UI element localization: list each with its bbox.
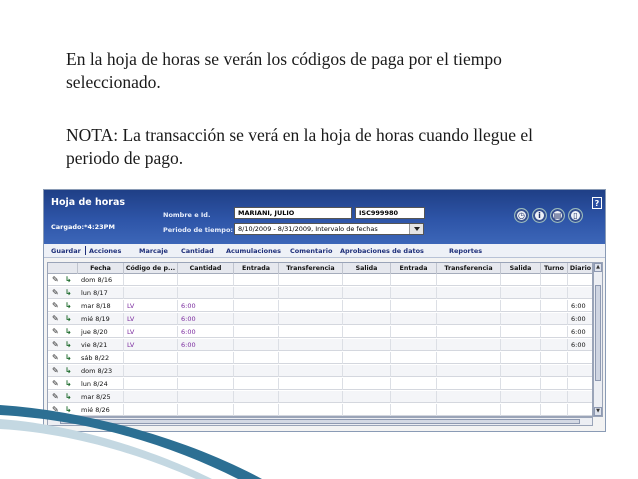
help-icon[interactable]: ? (592, 197, 602, 209)
menu-guardar[interactable]: Guardar (51, 247, 81, 255)
table-cell[interactable] (391, 365, 437, 377)
intro-paragraph: En la hoja de horas se verán los códigos de paga por el tiempo seleccionado. (66, 49, 502, 92)
table-cell[interactable] (343, 300, 391, 312)
clock-icon[interactable]: ◷ (514, 208, 529, 223)
table-cell[interactable] (501, 300, 541, 312)
edit-pencil-icon[interactable]: ✎ (52, 353, 59, 362)
edit-pencil-icon[interactable]: ✎ (52, 327, 59, 336)
table-cell[interactable] (279, 378, 343, 390)
table-row[interactable] (48, 287, 592, 299)
table-cell[interactable] (501, 274, 541, 286)
cell-daily[interactable] (568, 287, 593, 299)
column-transferencia-2[interactable]: Transferencia (437, 263, 501, 274)
insert-row-icon[interactable]: ↳ (65, 392, 72, 401)
cell-code[interactable] (124, 274, 178, 286)
cell-daily[interactable]: 6:00 (568, 313, 593, 325)
scroll-up-icon[interactable]: ▲ (594, 263, 602, 272)
table-cell[interactable] (391, 339, 437, 351)
table-cell[interactable] (541, 274, 568, 286)
cell-amount[interactable]: 6:00 (178, 300, 234, 312)
table-cell[interactable] (437, 352, 501, 364)
menu-separator (85, 246, 86, 255)
table-cell[interactable] (343, 326, 391, 338)
table-cell[interactable] (234, 365, 279, 377)
cell-amount[interactable]: 6:00 (178, 339, 234, 351)
menu-comentario[interactable]: Comentario (290, 247, 333, 255)
table-cell[interactable] (343, 365, 391, 377)
menu-cantidad[interactable]: Cantidad (181, 247, 214, 255)
edit-pencil-icon[interactable]: ✎ (52, 405, 59, 414)
insert-row-icon[interactable]: ↳ (65, 405, 72, 414)
cell-date[interactable]: mar 8/25 (78, 391, 124, 403)
table-cell[interactable] (343, 378, 391, 390)
cell-code[interactable] (124, 352, 178, 364)
name-label: Nombre e Id. (163, 211, 211, 219)
insert-row-icon[interactable]: ↳ (65, 275, 72, 284)
column-entrada-2[interactable]: Entrada (391, 263, 437, 274)
edit-pencil-icon[interactable]: ✎ (52, 366, 59, 375)
action-menubar (44, 244, 605, 258)
column-codigo[interactable]: Código de p... (124, 263, 178, 274)
table-cell[interactable] (541, 313, 568, 325)
info-icon[interactable]: i (532, 208, 547, 223)
table-cell[interactable] (437, 300, 501, 312)
insert-row-icon[interactable]: ↳ (65, 314, 72, 323)
table-cell[interactable] (437, 365, 501, 377)
table-cell[interactable] (541, 365, 568, 377)
cell-date[interactable]: lun 8/17 (78, 287, 124, 299)
table-cell[interactable] (541, 339, 568, 351)
employee-name-field[interactable]: MARIANI, JULIO (234, 207, 352, 219)
edit-pencil-icon[interactable]: ✎ (52, 392, 59, 401)
table-row[interactable] (48, 300, 592, 312)
table-cell[interactable] (279, 339, 343, 351)
table-cell[interactable] (391, 326, 437, 338)
timesheet-header (44, 190, 605, 244)
table-cell[interactable] (234, 300, 279, 312)
employee-id-field[interactable]: ISC999980 (355, 207, 425, 219)
decorative-swoosh (0, 392, 638, 479)
table-cell[interactable] (234, 287, 279, 299)
table-cell[interactable] (541, 378, 568, 390)
table-row[interactable] (48, 339, 592, 351)
timesheet-grid (47, 262, 593, 417)
cell-date[interactable]: mar 8/18 (78, 300, 124, 312)
cell-date[interactable]: dom 8/23 (78, 365, 124, 377)
edit-pencil-icon[interactable]: ✎ (52, 275, 59, 284)
cell-code[interactable]: LV (124, 313, 178, 325)
cell-amount[interactable] (178, 287, 234, 299)
table-cell[interactable] (343, 274, 391, 286)
table-cell[interactable] (391, 378, 437, 390)
table-cell[interactable] (501, 287, 541, 299)
cell-amount[interactable] (178, 365, 234, 377)
edit-pencil-icon[interactable]: ✎ (52, 379, 59, 388)
edit-pencil-icon[interactable]: ✎ (52, 340, 59, 349)
table-row[interactable] (48, 378, 592, 390)
table-cell[interactable] (391, 274, 437, 286)
table-cell[interactable] (501, 365, 541, 377)
column-fecha[interactable]: Fecha (78, 263, 124, 274)
cell-date[interactable]: mié 8/26 (78, 404, 124, 416)
table-cell[interactable] (279, 365, 343, 377)
table-cell[interactable] (437, 274, 501, 286)
cell-daily[interactable] (568, 378, 593, 390)
table-cell[interactable] (501, 352, 541, 364)
table-cell[interactable] (501, 339, 541, 351)
vertical-scroll-thumb[interactable] (595, 285, 601, 381)
table-cell[interactable] (234, 378, 279, 390)
menu-reportes[interactable]: Reportes (449, 247, 483, 255)
table-cell[interactable] (391, 352, 437, 364)
table-cell[interactable] (279, 313, 343, 325)
table-cell[interactable] (437, 287, 501, 299)
table-cell[interactable] (343, 313, 391, 325)
insert-row-icon[interactable]: ↳ (65, 366, 72, 375)
table-cell[interactable] (234, 339, 279, 351)
cell-code[interactable] (124, 378, 178, 390)
table-cell[interactable] (343, 352, 391, 364)
cell-daily[interactable] (568, 352, 593, 364)
table-cell[interactable] (234, 352, 279, 364)
table-cell[interactable] (501, 313, 541, 325)
page-title: Hoja de horas (51, 197, 126, 208)
column-cantidad[interactable]: Cantidad (178, 263, 234, 274)
period-select[interactable] (234, 223, 424, 235)
table-cell[interactable] (391, 300, 437, 312)
cell-amount[interactable] (178, 274, 234, 286)
table-cell[interactable] (437, 326, 501, 338)
menu-aprobaciones[interactable]: Aprobaciones de datos (340, 247, 424, 255)
insert-row-icon[interactable]: ↳ (65, 340, 72, 349)
print-icon[interactable]: ▤ (550, 208, 565, 223)
note-paragraph: NOTA: La transacción se verá en la hoja de horas cuando llegue el periodo de pago. (66, 125, 534, 168)
cell-date[interactable]: vie 8/21 (78, 339, 124, 351)
table-cell[interactable] (541, 287, 568, 299)
cell-amount[interactable]: 6:00 (178, 313, 234, 325)
cell-code[interactable] (124, 365, 178, 377)
cell-daily[interactable] (568, 274, 593, 286)
table-cell[interactable] (437, 313, 501, 325)
column-turno[interactable]: Turno (541, 263, 568, 274)
edit-pencil-icon[interactable]: ✎ (52, 288, 59, 297)
cell-amount[interactable]: 6:00 (178, 326, 234, 338)
column-actions (48, 263, 78, 274)
table-row[interactable] (48, 274, 592, 286)
cell-daily[interactable] (568, 365, 593, 377)
cell-date[interactable]: sáb 8/22 (78, 352, 124, 364)
cell-date[interactable]: jue 8/20 (78, 326, 124, 338)
menu-marcaje[interactable]: Marcaje (139, 247, 168, 255)
cell-daily[interactable]: 6:00 (568, 326, 593, 338)
cell-code[interactable]: LV (124, 339, 178, 351)
document-icon[interactable]: ▯ (568, 208, 583, 223)
cell-code[interactable] (124, 287, 178, 299)
cell-code[interactable]: LV (124, 300, 178, 312)
cell-daily[interactable]: 6:00 (568, 300, 593, 312)
table-cell[interactable] (541, 326, 568, 338)
cell-amount[interactable] (178, 378, 234, 390)
chevron-down-icon[interactable] (409, 224, 423, 234)
table-cell[interactable] (541, 352, 568, 364)
insert-row-icon[interactable]: ↳ (65, 327, 72, 336)
edit-pencil-icon[interactable]: ✎ (52, 301, 59, 310)
period-label: Periodo de tiempo: (163, 226, 234, 234)
column-transferencia-1[interactable]: Transferencia (279, 263, 343, 274)
table-cell[interactable] (279, 300, 343, 312)
loaded-time: Cargado:*4:23PM (51, 223, 115, 231)
table-row[interactable] (48, 313, 592, 325)
table-cell[interactable] (437, 339, 501, 351)
period-value: 8/10/2009 - 8/31/2009, Intervalo de fechas (238, 225, 378, 233)
cell-date[interactable]: mié 8/19 (78, 313, 124, 325)
table-cell[interactable] (234, 326, 279, 338)
insert-row-icon[interactable]: ↳ (65, 379, 72, 388)
table-cell[interactable] (501, 378, 541, 390)
table-cell[interactable] (279, 287, 343, 299)
column-entrada-1[interactable]: Entrada (234, 263, 279, 274)
table-cell[interactable] (437, 378, 501, 390)
table-cell[interactable] (279, 352, 343, 364)
scroll-down-icon[interactable]: ▼ (594, 407, 602, 416)
menu-acciones[interactable]: Acciones (89, 247, 122, 255)
column-diario[interactable]: Diario (568, 263, 593, 274)
edit-pencil-icon[interactable]: ✎ (52, 314, 59, 323)
cell-date[interactable]: dom 8/16 (78, 274, 124, 286)
insert-row-icon[interactable]: ↳ (65, 301, 72, 310)
cell-code[interactable]: LV (124, 326, 178, 338)
column-salida-2[interactable]: Salida (501, 263, 541, 274)
table-row[interactable] (48, 365, 592, 377)
table-row[interactable] (48, 326, 592, 338)
cell-amount[interactable] (178, 352, 234, 364)
grid-header (48, 263, 592, 274)
vertical-scrollbar[interactable] (593, 262, 603, 417)
table-cell[interactable] (343, 339, 391, 351)
table-cell[interactable] (279, 274, 343, 286)
table-cell[interactable] (391, 313, 437, 325)
menu-acumulaciones[interactable]: Acumulaciones (226, 247, 281, 255)
cell-daily[interactable]: 6:00 (568, 339, 593, 351)
column-salida-1[interactable]: Salida (343, 263, 391, 274)
table-cell[interactable] (391, 287, 437, 299)
cell-date[interactable]: lun 8/24 (78, 378, 124, 390)
table-cell[interactable] (234, 313, 279, 325)
table-cell[interactable] (501, 326, 541, 338)
table-cell[interactable] (279, 326, 343, 338)
table-cell[interactable] (541, 300, 568, 312)
insert-row-icon[interactable]: ↳ (65, 288, 72, 297)
insert-row-icon[interactable]: ↳ (65, 353, 72, 362)
table-row[interactable] (48, 352, 592, 364)
table-cell[interactable] (234, 274, 279, 286)
table-cell[interactable] (343, 287, 391, 299)
